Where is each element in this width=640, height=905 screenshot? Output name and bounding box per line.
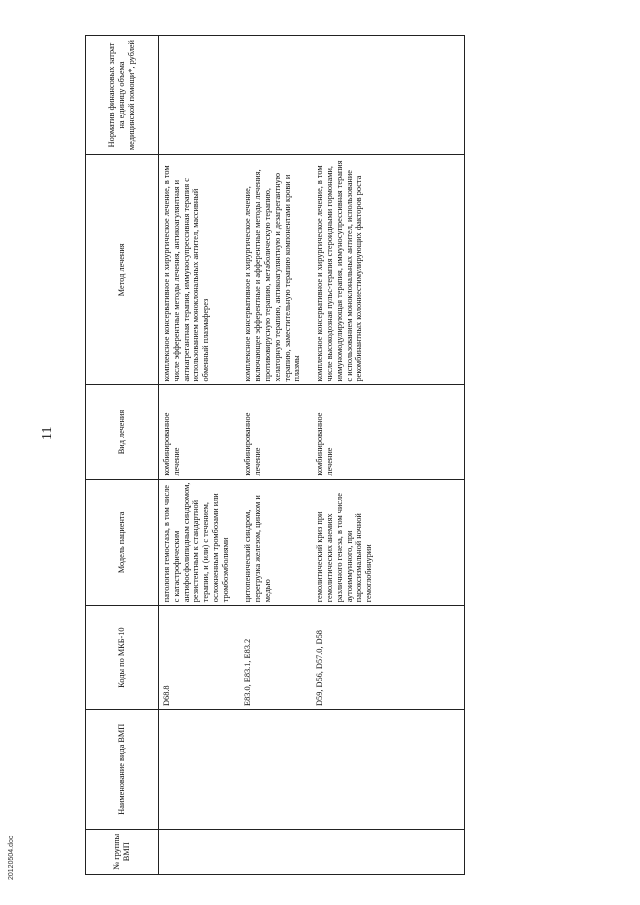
cell-cost-norm — [240, 36, 312, 155]
cell-treatment-method: комплексное консервативное и хирургическое лечение, в том числе высокодозная пульс-терапия стероидными гормонами, иммуномодулирующая терапия, иммуносупрессивная терапия с использованием моноклональных антител, использование рекомбинантных колониестимулирующих факторов роста — [312, 155, 464, 385]
cell-patient-model: патология гемостаза, в том числе с катастрофическим антифосфолипидным синдромом, резистентным к стандартной терапии, и (или) с течением, осложненным тромбозами или тромбоэмболиями — [159, 479, 241, 606]
header-vmp-name: Наименование вида ВМП — [86, 709, 159, 829]
header-group-no: № группы ВМП — [86, 829, 159, 874]
cell-icd-codes: D59, D56, D57.0, D58 — [312, 606, 464, 710]
vmp-table — [85, 35, 465, 875]
table-row — [240, 36, 312, 875]
document-filename: 20120504.doc — [8, 835, 15, 880]
vmp-table-container — [85, 35, 635, 875]
cell-patient-model: гемолитический криз при гемолитических анемиях различного генеза, в том числе аутоиммунного, при пароксизмальной ночной гемоглобинурии — [312, 479, 464, 606]
cell-icd-codes: D68.8 — [159, 606, 241, 710]
header-icd-codes: Коды по МКБ-10 — [86, 606, 159, 710]
cell-treatment-type: комбинированное лечение — [312, 385, 464, 479]
cell-group-no — [312, 829, 464, 874]
cell-treatment-type: комбинированное лечение — [240, 385, 312, 479]
header-treatment-type: Вид лечения — [86, 385, 159, 479]
cell-group-no — [159, 829, 241, 874]
cell-treatment-method: комплексное консервативное и хирургическое лечение, в том числе эфферентные методы лечения, антикоагулянтная и антиагрегантная терапия, иммуносупрессивная терапия с использованием моноклональных антител, массивный обменный плазмаферез — [159, 155, 241, 385]
cell-treatment-method: комплексное консервативное и хирургическое лечение, включающее эфферентные и афферентные методы лечения, противовирусную терапию, метаболическую терапию, хелаторную терапию, антикоагулянтную и дезагрегантную терапию, заместительную терапию компонентами крови и плазмы — [240, 155, 312, 385]
cell-cost-norm — [312, 36, 464, 155]
cell-cost-norm — [159, 36, 241, 155]
header-treatment-method: Метод лечения — [86, 155, 159, 385]
cell-vmp-name — [312, 709, 464, 829]
cell-icd-codes: E83.0, E83.1, E83.2 — [240, 606, 312, 710]
cell-treatment-type: комбинированное лечение — [159, 385, 241, 479]
cell-group-no — [240, 829, 312, 874]
table-row — [159, 36, 241, 875]
table-row — [312, 36, 464, 875]
header-patient-model: Модель пациента — [86, 479, 159, 606]
table-header-row — [86, 36, 159, 875]
cell-vmp-name — [159, 709, 241, 829]
cell-patient-model: цитопенический синдром, перегрузка железом, цинком и медью — [240, 479, 312, 606]
header-cost-norm: Норматив финансовых затрат на единицу объема медицинской помощи*, рублей — [86, 36, 159, 155]
cell-vmp-name — [240, 709, 312, 829]
page-number: 11 — [40, 426, 55, 440]
